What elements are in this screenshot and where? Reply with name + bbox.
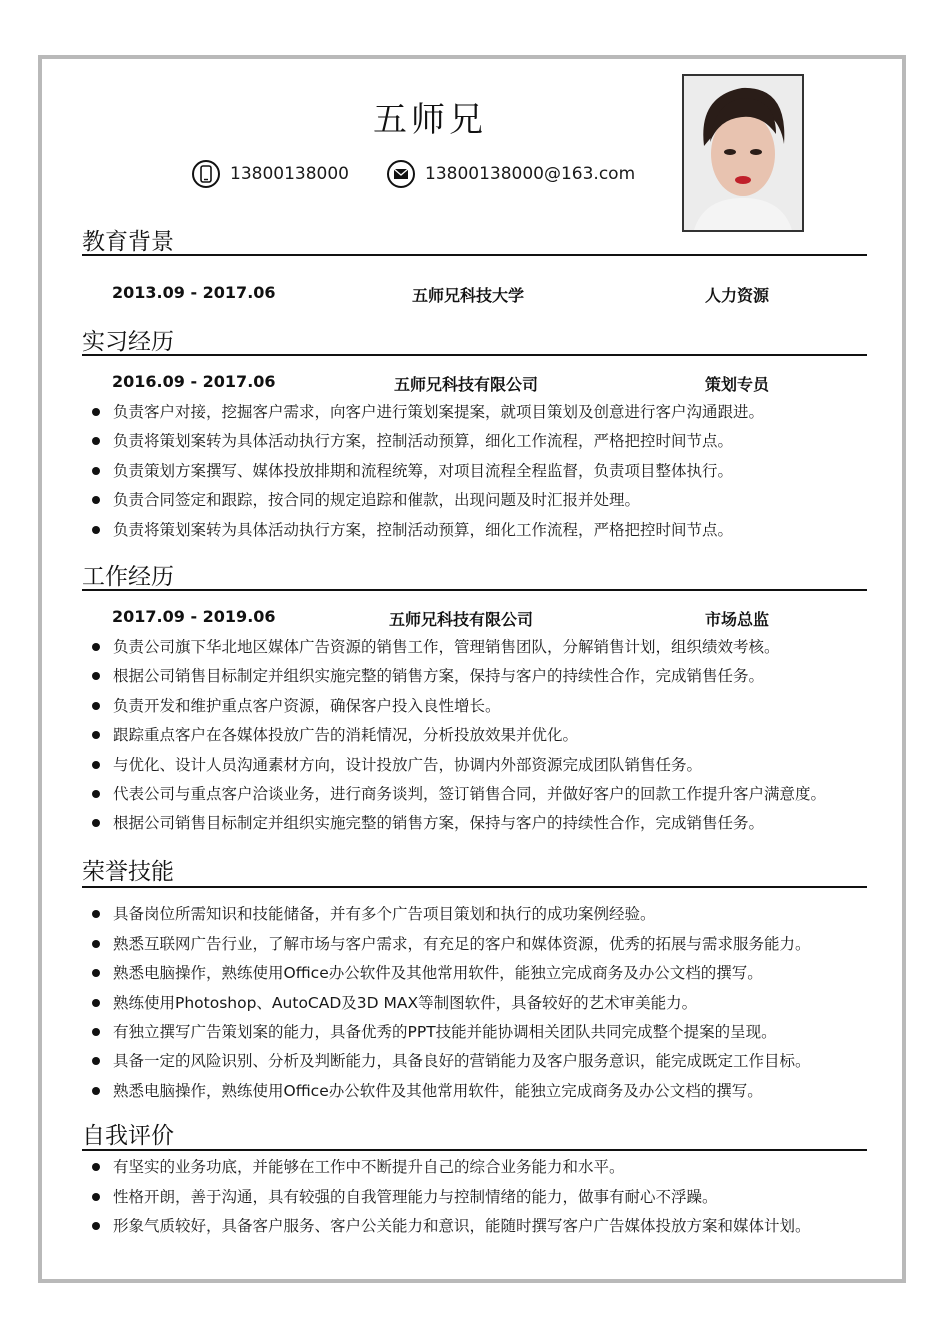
list-item: 负责策划方案撰写、媒体投放排期和流程统筹，对项目流程全程监督，负责项目整体执行。 bbox=[92, 461, 733, 481]
bullet bbox=[92, 940, 100, 948]
education-title: 教育背景 bbox=[82, 229, 174, 255]
bullet bbox=[92, 702, 100, 710]
bullet bbox=[92, 408, 100, 416]
list-item: 熟悉电脑操作，熟练使用Office办公软件及其他常用软件，能独立完成商务及办公文档的撰写。 bbox=[92, 963, 763, 983]
bullet bbox=[92, 969, 100, 977]
bullet bbox=[92, 526, 100, 534]
internship-role: 策划专员 bbox=[705, 375, 770, 394]
education-period: 2013.09 - 2017.06 bbox=[112, 283, 276, 302]
bullet bbox=[92, 1193, 100, 1201]
email-contact bbox=[387, 160, 635, 188]
list-item: 熟悉互联网广告行业，了解市场与客户需求，有充足的客户和媒体资源，优秀的拓展与需求服务能力。 bbox=[92, 934, 811, 954]
bullet bbox=[92, 999, 100, 1007]
bullet bbox=[92, 1028, 100, 1036]
list-item: 性格开朗，善于沟通，具有较强的自我管理能力与控制情绪的能力，做事有耐心不浮躁。 bbox=[92, 1187, 718, 1207]
email-address: 13800138000@163.com bbox=[425, 164, 636, 184]
internship-company: 五师兄科技有限公司 bbox=[394, 375, 539, 394]
self-eval-title: 自我评价 bbox=[82, 1123, 174, 1149]
list-item: 负责开发和维护重点客户资源，确保客户投入良性增长。 bbox=[92, 696, 501, 716]
bullet bbox=[92, 819, 100, 827]
work-role: 市场总监 bbox=[705, 610, 770, 629]
section-divider bbox=[82, 1149, 867, 1151]
list-item: 根据公司销售目标制定并组织实施完整的销售方案，保持与客户的持续性合作，完成销售任务。 bbox=[92, 813, 764, 833]
bullet bbox=[92, 910, 100, 918]
list-item: 有独立撰写广告策划案的能力，具备优秀的PPT技能并能协调相关团队共同完成整个提案的呈现。 bbox=[92, 1022, 777, 1042]
bullet bbox=[92, 1163, 100, 1171]
phone-icon bbox=[192, 160, 220, 188]
section-divider bbox=[82, 589, 867, 591]
bullet bbox=[92, 761, 100, 769]
bullet bbox=[92, 672, 100, 680]
bullet bbox=[92, 731, 100, 739]
list-item: 有坚实的业务功底，并能够在工作中不断提升自己的综合业务能力和水平。 bbox=[92, 1157, 625, 1177]
candidate-name: 五师兄 bbox=[373, 100, 487, 140]
internship-title: 实习经历 bbox=[82, 329, 174, 355]
section-divider bbox=[82, 354, 867, 356]
list-item: 形象气质较好，具备客户服务、客户公关能力和意识，能随时撰写客户广告媒体投放方案和媒体计划。 bbox=[92, 1216, 811, 1236]
bullet bbox=[92, 467, 100, 475]
skills-title: 荣誉技能 bbox=[82, 859, 174, 885]
section-divider bbox=[82, 886, 867, 888]
list-item: 负责客户对接，挖掘客户需求，向客户进行策划案提案，就项目策划及创意进行客户沟通跟进。 bbox=[92, 402, 764, 422]
education-row bbox=[82, 283, 867, 305]
work-company: 五师兄科技有限公司 bbox=[389, 610, 534, 629]
profile-photo bbox=[682, 74, 804, 232]
list-item: 熟悉电脑操作，熟练使用Office办公软件及其他常用软件，能独立完成商务及办公文档的撰写。 bbox=[92, 1081, 763, 1101]
internship-row bbox=[82, 372, 867, 394]
list-item: 负责将策划案转为具体活动执行方案，控制活动预算，细化工作流程，严格把控时间节点。 bbox=[92, 520, 733, 540]
list-item: 具备岗位所需知识和技能储备，并有多个广告项目策划和执行的成功案例经验。 bbox=[92, 904, 656, 924]
phone-contact bbox=[192, 160, 349, 188]
bullet bbox=[92, 437, 100, 445]
list-item: 与优化、设计人员沟通素材方向，设计投放广告，协调内外部资源完成团队销售任务。 bbox=[92, 755, 702, 775]
education-school: 五师兄科技大学 bbox=[412, 286, 525, 305]
work-period: 2017.09 - 2019.06 bbox=[112, 607, 276, 626]
list-item: 代表公司与重点客户洽谈业务，进行商务谈判，签订销售合同，并做好客户的回款工作提升客户满意度。 bbox=[92, 784, 826, 804]
section-divider bbox=[82, 254, 867, 256]
list-item: 根据公司销售目标制定并组织实施完整的销售方案，保持与客户的持续性合作，完成销售任务。 bbox=[92, 666, 764, 686]
bullet bbox=[92, 1057, 100, 1065]
bullet bbox=[92, 790, 100, 798]
internship-period: 2016.09 - 2017.06 bbox=[112, 372, 276, 391]
bullet bbox=[92, 1222, 100, 1230]
list-item: 跟踪重点客户在各媒体投放广告的消耗情况，分析投放效果并优化。 bbox=[92, 725, 578, 745]
list-item: 负责将策划案转为具体活动执行方案，控制活动预算，细化工作流程，严格把控时间节点。 bbox=[92, 431, 733, 451]
list-item: 熟练使用Photoshop、AutoCAD及3D MAX等制图软件，具备较好的艺术审美能力。 bbox=[92, 993, 697, 1013]
list-item: 负责合同签定和跟踪，按合同的规定追踪和催款，出现问题及时汇报并处理。 bbox=[92, 490, 640, 510]
bullet bbox=[92, 1087, 100, 1095]
list-item: 负责公司旗下华北地区媒体广告资源的销售工作，管理销售团队，分解销售计划，组织绩效考核。 bbox=[92, 637, 780, 657]
education-major: 人力资源 bbox=[705, 286, 770, 305]
list-item: 具备一定的风险识别、分析及判断能力，具备良好的营销能力及客户服务意识，能完成既定工作目标。 bbox=[92, 1051, 811, 1071]
mail-icon bbox=[387, 160, 415, 188]
phone-number: 13800138000 bbox=[230, 164, 349, 184]
bullet bbox=[92, 643, 100, 651]
bullet bbox=[92, 496, 100, 504]
work-row bbox=[82, 607, 867, 629]
work-title: 工作经历 bbox=[82, 564, 174, 590]
